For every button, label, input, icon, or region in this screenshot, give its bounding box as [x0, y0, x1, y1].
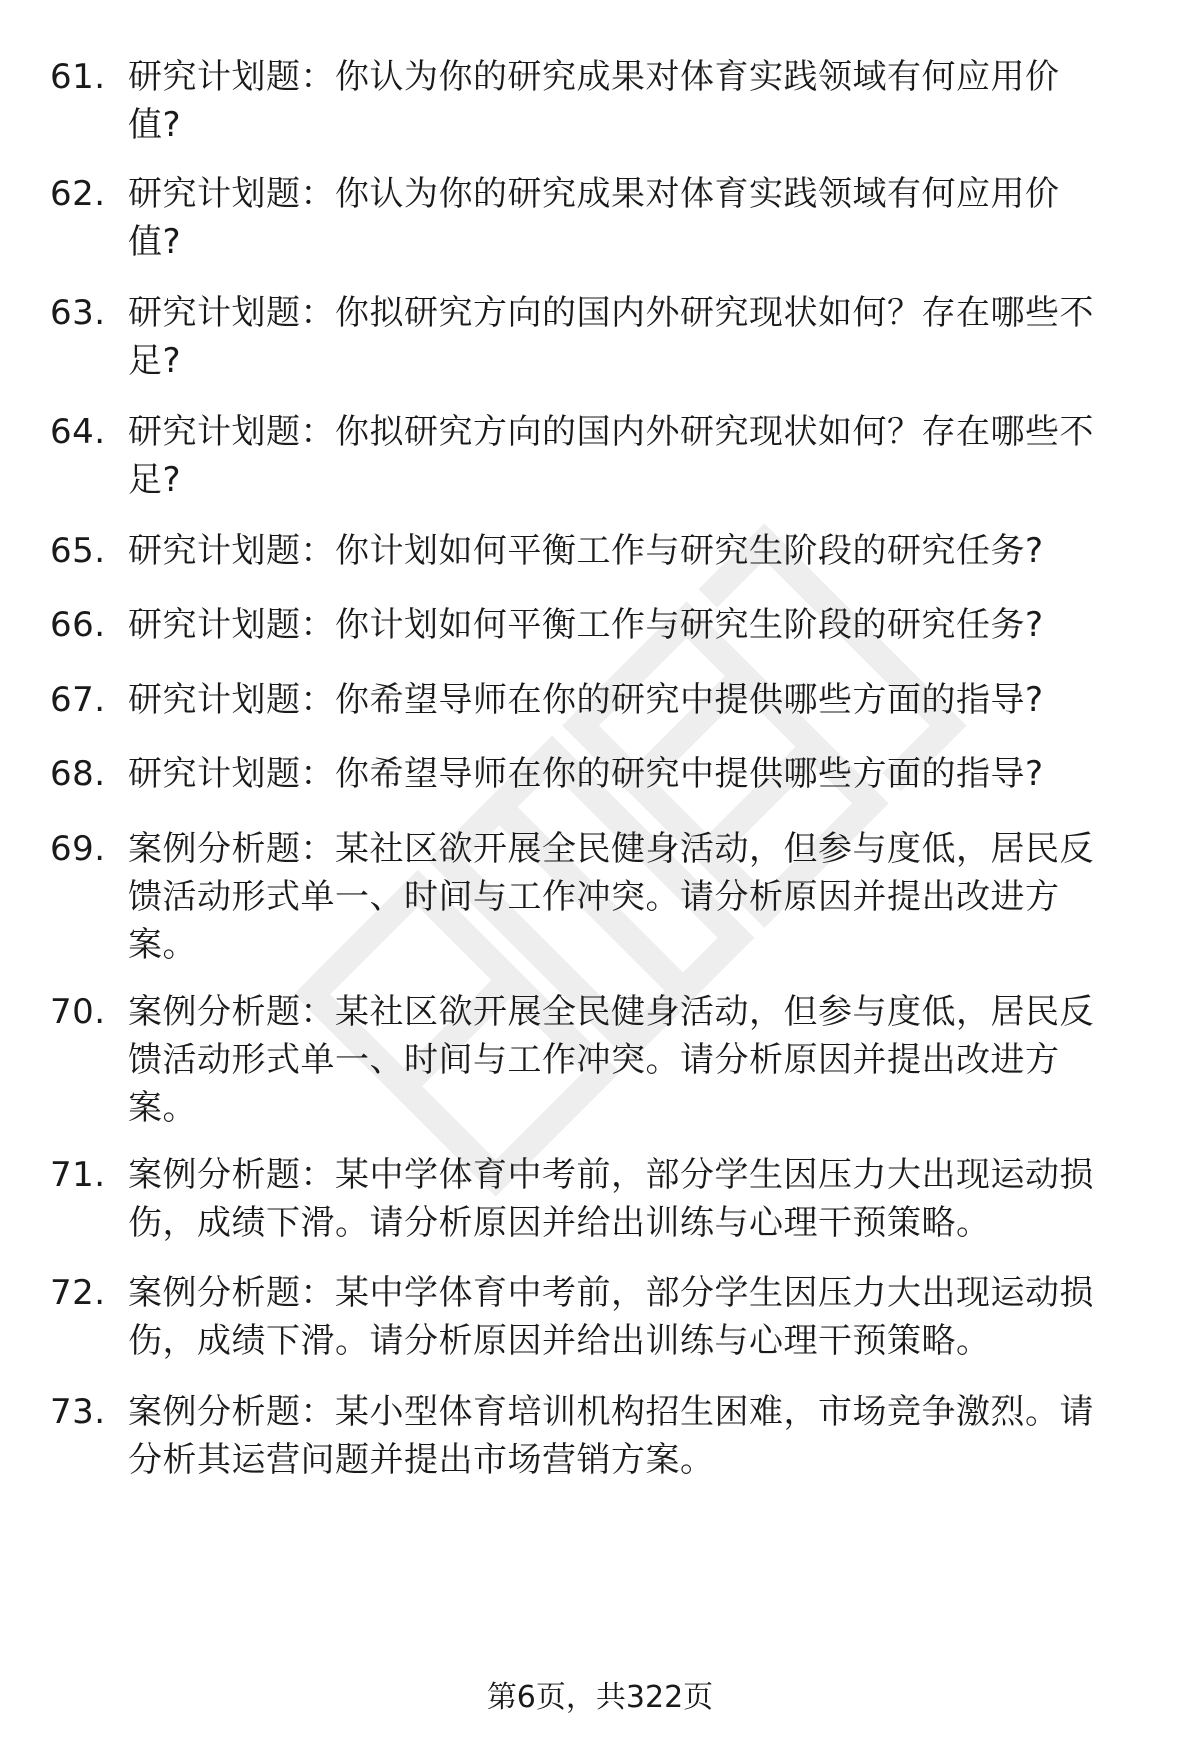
question-number: 64.	[50, 412, 106, 452]
question-text: 研究计划题：你希望导师在你的研究中提供哪些方面的指导?	[128, 680, 1044, 720]
question-number: 68.	[50, 754, 106, 794]
question-item	[50, 53, 1150, 149]
question-item	[50, 676, 1150, 724]
question-text: 案例分析题：某中学体育中考前，部分学生因压力大出现运动损 伤，成绩下滑。请分析原因并给出训练与心理干预策略。	[128, 1273, 1094, 1361]
question-number: 62.	[50, 174, 106, 214]
question-item	[50, 408, 1150, 504]
question-number: 66.	[50, 605, 106, 645]
question-number: 63.	[50, 293, 106, 333]
question-text: 研究计划题：你认为你的研究成果对体育实践领域有何应用价 值?	[128, 57, 1060, 145]
question-item	[50, 825, 1150, 969]
question-text: 研究计划题：你拟研究方向的国内外研究现状如何？存在哪些不 足?	[128, 293, 1094, 381]
question-text: 案例分析题：某中学体育中考前，部分学生因压力大出现运动损 伤，成绩下滑。请分析原因并给出训练与心理干预策略。	[128, 1155, 1094, 1243]
question-item	[50, 1269, 1150, 1365]
question-item	[50, 527, 1150, 575]
question-item	[50, 1388, 1150, 1484]
question-item	[50, 289, 1150, 385]
question-text: 研究计划题：你计划如何平衡工作与研究生阶段的研究任务?	[128, 531, 1044, 571]
question-text: 研究计划题：你拟研究方向的国内外研究现状如何？存在哪些不 足?	[128, 412, 1094, 500]
question-text: 研究计划题：你认为你的研究成果对体育实践领域有何应用价 值?	[128, 174, 1060, 262]
question-number: 65.	[50, 531, 106, 571]
question-number: 70.	[50, 992, 106, 1032]
question-number: 71.	[50, 1155, 106, 1195]
question-text: 研究计划题：你希望导师在你的研究中提供哪些方面的指导?	[128, 754, 1044, 794]
question-text: 案例分析题：某小型体育培训机构招生困难，市场竞争激烈。请 分析其运营问题并提出市场营销方案。	[128, 1392, 1094, 1480]
question-text: 案例分析题：某社区欲开展全民健身活动，但参与度低，居民反 馈活动形式单一、时间与工作冲突。请分析原因并提出改进方 案。	[128, 829, 1094, 965]
question-item	[50, 1151, 1150, 1247]
question-item	[50, 170, 1150, 266]
question-text: 案例分析题：某社区欲开展全民健身活动，但参与度低，居民反 馈活动形式单一、时间与工作冲突。请分析原因并提出改进方 案。	[128, 992, 1094, 1128]
question-text: 研究计划题：你计划如何平衡工作与研究生阶段的研究任务?	[128, 605, 1044, 645]
question-item	[50, 601, 1150, 649]
question-number: 69.	[50, 829, 106, 869]
question-number: 67.	[50, 680, 106, 720]
question-number: 73.	[50, 1392, 106, 1432]
question-number: 61.	[50, 57, 106, 97]
page-indicator: 第6页，共322页	[486, 1680, 714, 1715]
question-number: 72.	[50, 1273, 106, 1313]
question-item	[50, 988, 1150, 1132]
question-item	[50, 750, 1150, 798]
